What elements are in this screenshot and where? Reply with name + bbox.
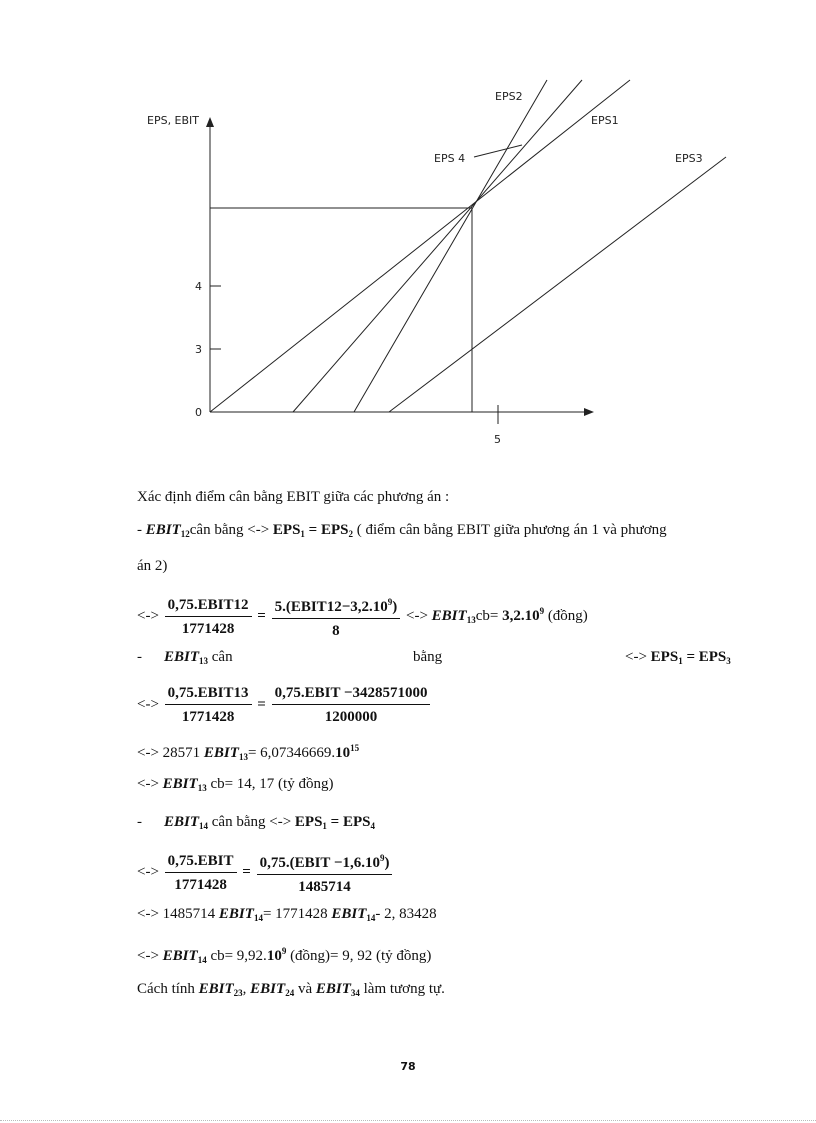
text-line-5 <box>137 647 739 667</box>
arrow: <-> <box>137 863 163 880</box>
denominator: 1485714 <box>298 879 351 895</box>
y-tick-label-4: 4 <box>195 280 202 293</box>
denominator: 1771428 <box>181 709 235 725</box>
text-run: = 1771428 <box>262 906 332 922</box>
y-axis-label: EPS, EBIT <box>147 114 200 127</box>
y-tick-label-3: 3 <box>195 343 202 356</box>
eps-term: EPS <box>320 522 349 538</box>
text-run: và <box>294 981 316 997</box>
subscript: 1 <box>322 821 327 831</box>
intro-text: Xác định điểm cân bằng EBIT giữa các phương án : <box>137 489 450 505</box>
equation-line-6 <box>137 683 432 727</box>
subscript: 1 <box>300 529 305 539</box>
eps3-line <box>389 157 726 412</box>
arrow: <-> <box>137 776 163 792</box>
text-run: (đồng) <box>544 607 588 624</box>
ebit-term: EBIT <box>331 906 367 922</box>
equals: = <box>253 607 270 624</box>
numerator-end: ) <box>384 855 390 871</box>
denominator: 1200000 <box>324 709 378 725</box>
text-run: - 2, 83428 <box>375 906 437 922</box>
numerator: 0,75.EBIT13 <box>165 683 252 705</box>
eps-term: EPS <box>650 649 679 665</box>
equation-line-4 <box>137 592 588 641</box>
power-base: 10 <box>266 948 282 964</box>
arrow: <-> <box>137 696 163 713</box>
text-run: <-> <box>402 607 432 624</box>
subscript: 14 <box>253 913 263 923</box>
subscript: 13 <box>238 752 248 762</box>
ebit-group <box>164 812 375 836</box>
superscript: 9 <box>387 597 393 607</box>
eps3-label: EPS3 <box>675 152 703 165</box>
eps1-label: EPS1 <box>591 114 619 127</box>
dash: - <box>137 814 142 830</box>
ebit-term: EBIT <box>431 607 467 624</box>
subscript: 24 <box>285 988 295 998</box>
numerator-text: 0,75.(EBIT −1,6.10 <box>259 855 380 871</box>
arrow: <-> <box>137 948 163 964</box>
text-run: bằng <box>413 649 443 665</box>
eps4-line <box>354 80 547 412</box>
numerator-text: 5.(EBIT12−3,2.10 <box>274 599 388 615</box>
dash: - <box>137 522 146 538</box>
text-run: cân <box>208 649 233 665</box>
ebit-term: EBIT <box>164 649 200 665</box>
text-run: , <box>242 981 251 997</box>
page-bottom-border <box>0 1120 816 1121</box>
ebit-term: EBIT <box>162 948 198 964</box>
equals: = <box>304 522 321 538</box>
text-run: Cách tính <box>137 981 199 997</box>
y-tick-label-0: 0 <box>195 406 202 419</box>
power-base: 10 <box>335 745 351 761</box>
numerator: 0,75.EBIT <box>165 851 237 873</box>
fraction-right <box>257 848 393 897</box>
eps-ebit-chart <box>0 0 816 460</box>
ebit-term: EBIT <box>315 981 351 997</box>
ebit-term: EBIT <box>198 981 234 997</box>
x-tick-label-5: 5 <box>494 433 501 446</box>
equation-line-10 <box>137 848 394 897</box>
text-line-3 <box>137 556 167 576</box>
text-run: <-> 1485714 <box>137 906 219 922</box>
text-run: cb= <box>475 607 503 624</box>
subscript: 4 <box>370 821 375 831</box>
ebit-term: EBIT <box>164 814 200 830</box>
subscript: 23 <box>233 988 243 998</box>
superscript: 15 <box>350 743 360 753</box>
fraction-right <box>272 683 431 727</box>
text-run: cân bằng <-> <box>208 814 295 830</box>
superscript: 9 <box>539 605 545 616</box>
equals: = <box>682 649 699 665</box>
ebit-term: EBIT <box>203 745 239 761</box>
ebit-term: EBIT <box>162 776 198 792</box>
denominator: 8 <box>332 623 340 639</box>
numerator: 0,75.EBIT −3428571000 <box>272 683 431 705</box>
text-run: làm tương tự. <box>359 981 445 997</box>
ebit-term: EBIT <box>250 981 286 997</box>
text-line-9 <box>137 812 375 832</box>
equals: = <box>253 696 270 713</box>
text-line-11 <box>137 904 437 928</box>
eps-term: EPS <box>342 814 371 830</box>
denominator: 1771428 <box>181 620 235 637</box>
eps4-pointer <box>474 145 522 157</box>
y-axis-arrow <box>206 117 214 127</box>
subscript: 3 <box>726 656 731 666</box>
text-line-12 <box>137 941 431 970</box>
numerator <box>257 848 393 875</box>
subscript: 13 <box>197 783 207 793</box>
arrow: <-> <box>137 607 163 624</box>
subscript: 14 <box>199 821 209 831</box>
eps4-label: EPS 4 <box>434 152 466 165</box>
subscript: 14 <box>197 955 207 965</box>
text-run: = 6,07346669. <box>247 745 336 761</box>
fraction-left <box>165 851 237 895</box>
x-axis-arrow <box>584 408 594 416</box>
page-number: 78 <box>400 1060 416 1073</box>
eps-term: EPS <box>294 814 323 830</box>
text-run: án 2) <box>137 558 168 574</box>
eps2-label: EPS2 <box>495 90 523 103</box>
subscript: 13 <box>199 656 209 666</box>
text-run: <-> <box>625 649 651 665</box>
eps2-line <box>293 80 582 412</box>
numerator <box>272 592 401 619</box>
numerator-end: ) <box>392 599 398 615</box>
numerator: 0,75.EBIT12 <box>165 595 252 617</box>
subscript: 1 <box>678 656 683 666</box>
eps-term: EPS <box>272 522 301 538</box>
ebit-term: EBIT <box>145 522 181 538</box>
subscript: 34 <box>350 988 360 998</box>
eps-group <box>625 647 731 671</box>
ebit-group <box>164 647 233 671</box>
fraction-left <box>165 595 252 639</box>
denominator: 1771428 <box>174 876 227 893</box>
text-run: (đồng)= 9, 92 (tỷ đồng) <box>286 948 432 964</box>
equals: = <box>238 863 255 880</box>
text-line-8 <box>137 774 333 798</box>
subscript: 12 <box>180 529 190 539</box>
text-line-7 <box>137 738 359 767</box>
text-line-2 <box>137 520 667 544</box>
subscript: 2 <box>348 529 353 539</box>
value: 3,2.10 <box>502 607 540 624</box>
text-run: cb= 14, 17 (tỷ đồng) <box>206 776 334 792</box>
superscript: 9 <box>281 946 287 956</box>
text-run: cb= 9,92. <box>206 948 267 964</box>
text-line-13 <box>137 979 445 1003</box>
fraction-left <box>165 683 252 727</box>
eps-term: EPS <box>698 649 727 665</box>
superscript: 9 <box>379 853 385 863</box>
eps1-line <box>210 80 630 412</box>
subscript: 14 <box>366 913 376 923</box>
text-run: <-> 28571 <box>137 745 204 761</box>
equals: = <box>326 814 343 830</box>
text-line-1 <box>137 487 449 507</box>
text-run: cân bằng <-> <box>189 522 273 538</box>
ebit-term: EBIT <box>218 906 254 922</box>
dash: - <box>137 649 142 665</box>
subscript: 13 <box>466 614 476 625</box>
text-run: ( điểm cân bằng EBIT giữa phương án 1 và phương <box>353 522 667 538</box>
fraction-right <box>272 592 401 641</box>
